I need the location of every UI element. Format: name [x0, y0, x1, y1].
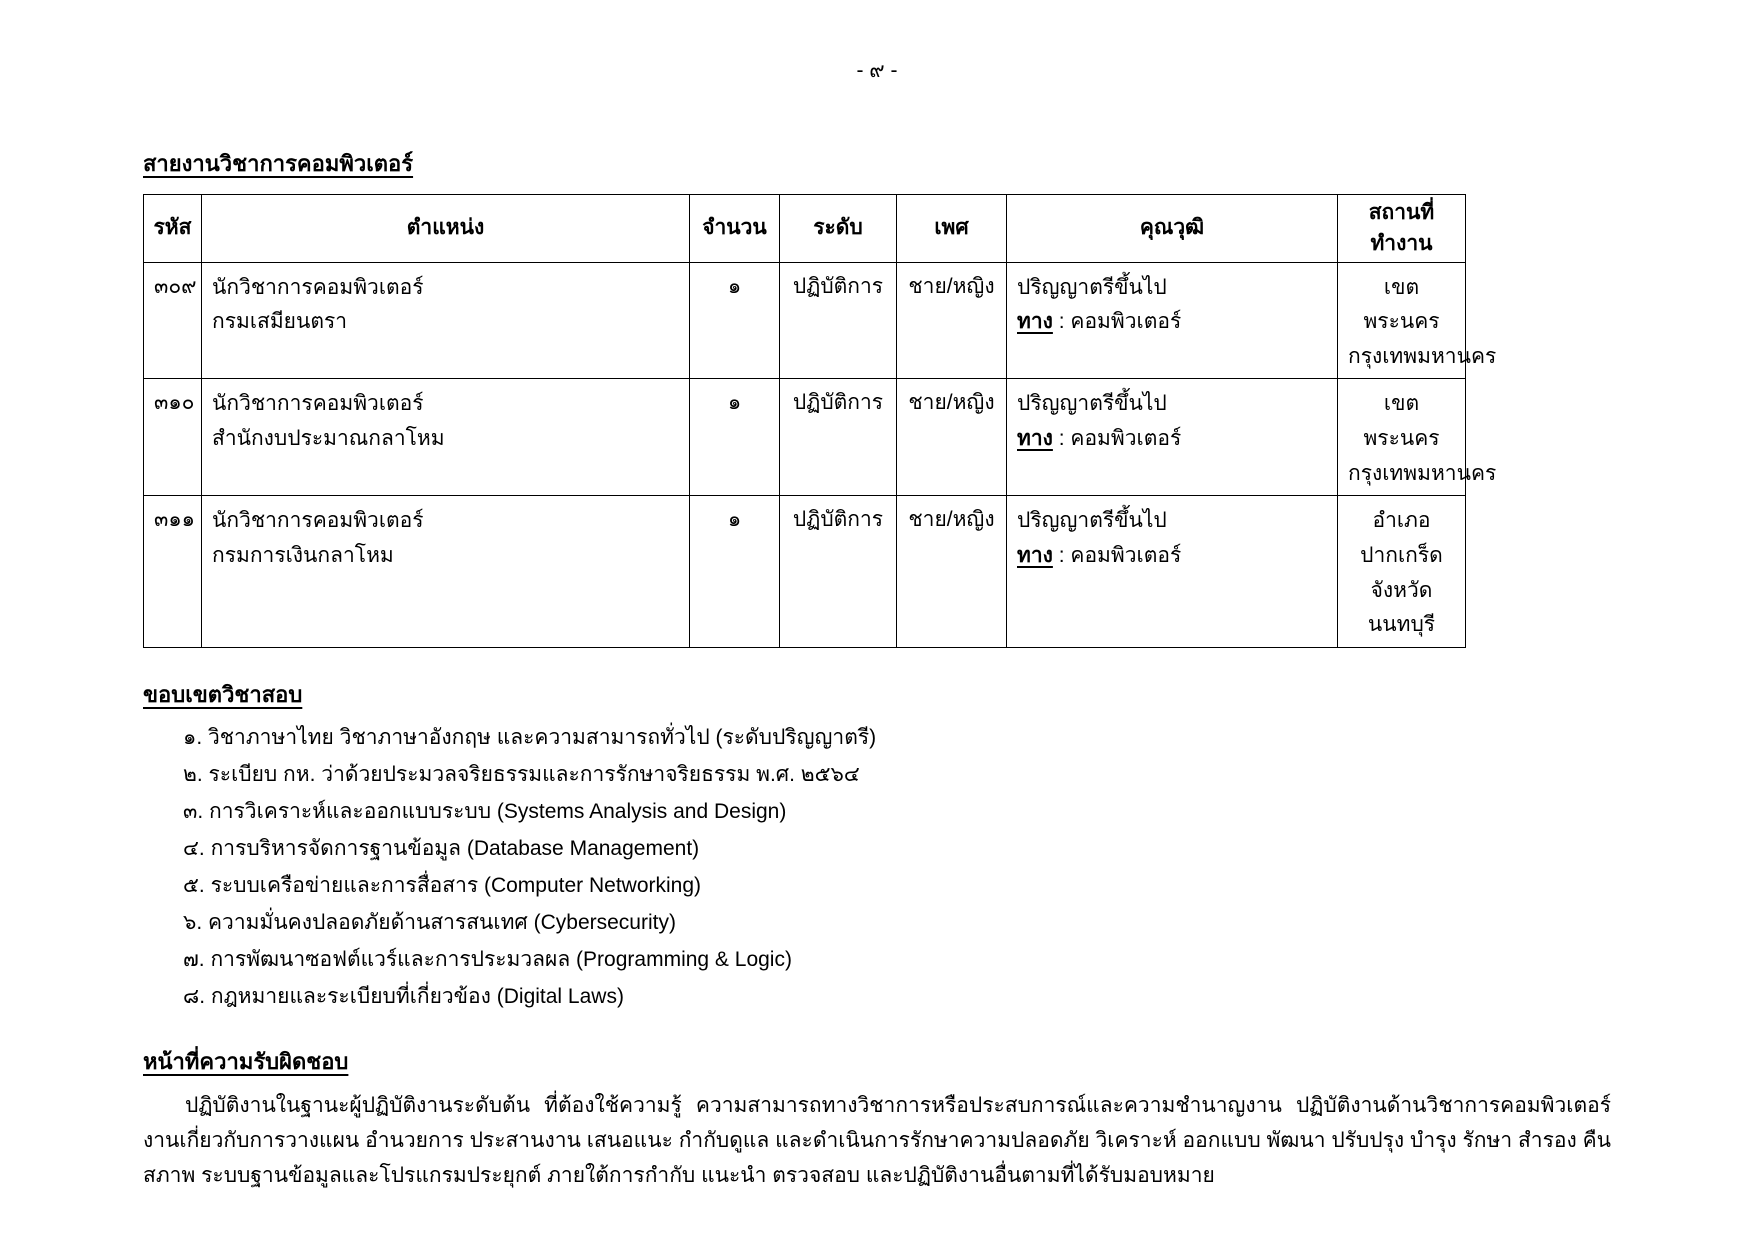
table-row: [144, 262, 1466, 379]
exam-scope-list: [143, 719, 1611, 1015]
exam-scope-item: ๖. ความมั่นคงปลอดภัยด้านสารสนเทศ (Cybersecurity): [183, 910, 676, 934]
page-content: [143, 147, 1611, 1193]
column-header-count: จำนวน: [690, 194, 780, 262]
location-district: เขตพระนคร: [1363, 275, 1440, 334]
cell-code: ๓๑๑: [144, 496, 202, 648]
qualification-field: [1017, 539, 1327, 574]
positions-table-header: [144, 194, 1466, 262]
qualification-degree: ปริญญาตรีขึ้นไป: [1017, 509, 1167, 533]
duties-title: หน้าที่ความรับผิดชอบ: [143, 1048, 349, 1074]
cell-position: [202, 262, 690, 379]
location-province: กรุงเทพมหานคร: [1348, 344, 1497, 368]
cell-qualification: [1007, 379, 1338, 496]
qualification-field-label: ทาง: [1017, 427, 1053, 451]
column-header-level: ระดับ: [780, 194, 897, 262]
exam-scope-item: ๕. ระบบเครือข่ายและการสื่อสาร (Computer Networking): [183, 873, 702, 897]
exam-scope-item: ๗. การพัฒนาซอฟต์แวร์และการประมวลผล (Programming & Logic): [183, 947, 792, 971]
position-name: นักวิชาการคอมพิวเตอร์: [212, 275, 424, 299]
column-header-qualification: คุณวุฒิ: [1007, 194, 1338, 262]
location-district: อำเภอปากเกร็ด: [1360, 509, 1443, 567]
position-department: สำนักงบประมาณกลาโหม: [212, 427, 445, 451]
duties-paragraph: ปฏิบัติงานในฐานะผู้ปฏิบัติงานระดับต้น ที่ต้องใช้ความรู้ ความสามารถทางวิชาการหรือประสบการณ์และความชำนาญงาน ปฏิบัติงานด้านวิชาการคอมพิวเตอร์ งานเกี่ยวกับการวางแผน อำนวยการ ประสานงาน เสนอแนะ กำกับดูแล และดำเนินการรักษาความปลอดภัย วิเคราะห์ ออกแบบ พัฒนา ปรับปรุง บำรุง รักษา สำรอง คืนสภาพ ระบบฐานข้อมูลและโปรแกรมประยุกต์ ภายใต้การกำกับ แนะนำ ตรวจสอบ และปฏิบัติงานอื่นตามที่ได้รับมอบหมาย: [143, 1093, 1611, 1187]
position-name: นักวิชาการคอมพิวเตอร์: [212, 509, 424, 533]
table-row: [144, 496, 1466, 648]
column-header-gender: เพศ: [897, 194, 1007, 262]
cell-gender: ชาย/หญิง: [897, 496, 1007, 648]
cell-level: ปฏิบัติการ: [780, 379, 897, 496]
column-header-location: สถานที่ทำงาน: [1338, 194, 1466, 262]
cell-gender: ชาย/หญิง: [897, 379, 1007, 496]
qualification-field: [1017, 422, 1327, 457]
exam-scope-item: ๔. การบริหารจัดการฐานข้อมูล (Database Management): [183, 836, 700, 860]
qualification-degree: ปริญญาตรีขึ้นไป: [1017, 275, 1167, 299]
position-department: กรมการเงินกลาโหม: [212, 543, 394, 567]
qualification-field-value: : คอมพิวเตอร์: [1052, 310, 1182, 334]
exam-scope-title: ขอบเขตวิชาสอบ: [143, 681, 303, 707]
qualification-field-label: ทาง: [1017, 310, 1053, 334]
qualification-field-label: ทาง: [1017, 543, 1053, 567]
cell-code: ๓๐๙: [144, 262, 202, 379]
page-number: - ๙ -: [856, 59, 898, 82]
cell-level: ปฏิบัติการ: [780, 496, 897, 648]
qualification-degree: ปริญญาตรีขึ้นไป: [1017, 392, 1167, 416]
qualification-field: [1017, 305, 1327, 340]
cell-position: [202, 379, 690, 496]
column-header-code: รหัส: [144, 194, 202, 262]
location-province: กรุงเทพมหานคร: [1348, 461, 1497, 485]
position-department: กรมเสมียนตรา: [212, 310, 348, 334]
location-province: จังหวัดนนทบุรี: [1367, 578, 1436, 637]
cell-gender: ชาย/หญิง: [897, 262, 1007, 379]
cell-location: [1338, 496, 1466, 648]
cell-level: ปฏิบัติการ: [780, 262, 897, 379]
job-group-title: สายงานวิชาการคอมพิวเตอร์: [143, 150, 414, 176]
cell-code: ๓๑๐: [144, 379, 202, 496]
cell-qualification: [1007, 496, 1338, 648]
cell-position: [202, 496, 690, 648]
exam-scope-item: ๑. วิชาภาษาไทย วิชาภาษาอังกฤษ และความสามารถทั่วไป (ระดับปริญญาตรี): [183, 725, 877, 749]
position-name: นักวิชาการคอมพิวเตอร์: [212, 392, 424, 416]
positions-table: [143, 194, 1497, 648]
cell-count: ๑: [690, 379, 780, 496]
column-header-position: ตำแหน่ง: [202, 194, 690, 262]
cell-count: ๑: [690, 262, 780, 379]
qualification-field-value: : คอมพิวเตอร์: [1052, 427, 1182, 451]
cell-count: ๑: [690, 496, 780, 648]
location-district: เขตพระนคร: [1363, 392, 1440, 451]
qualification-field-value: : คอมพิวเตอร์: [1052, 543, 1182, 567]
exam-scope-item: ๒. ระเบียบ กห. ว่าด้วยประมวลจริยธรรมและการรักษาจริยธรรม พ.ศ. ๒๕๖๔: [183, 762, 860, 786]
cell-location: [1338, 262, 1497, 379]
cell-location: [1338, 379, 1497, 496]
exam-scope-item: ๓. การวิเคราะห์และออกแบบระบบ (Systems Analysis and Design): [183, 799, 787, 823]
table-row: [144, 379, 1466, 496]
cell-qualification: [1007, 262, 1338, 379]
exam-scope-item: ๘. กฎหมายและระเบียบที่เกี่ยวข้อง (Digital Laws): [183, 984, 624, 1008]
table-header-row: [144, 194, 1466, 262]
